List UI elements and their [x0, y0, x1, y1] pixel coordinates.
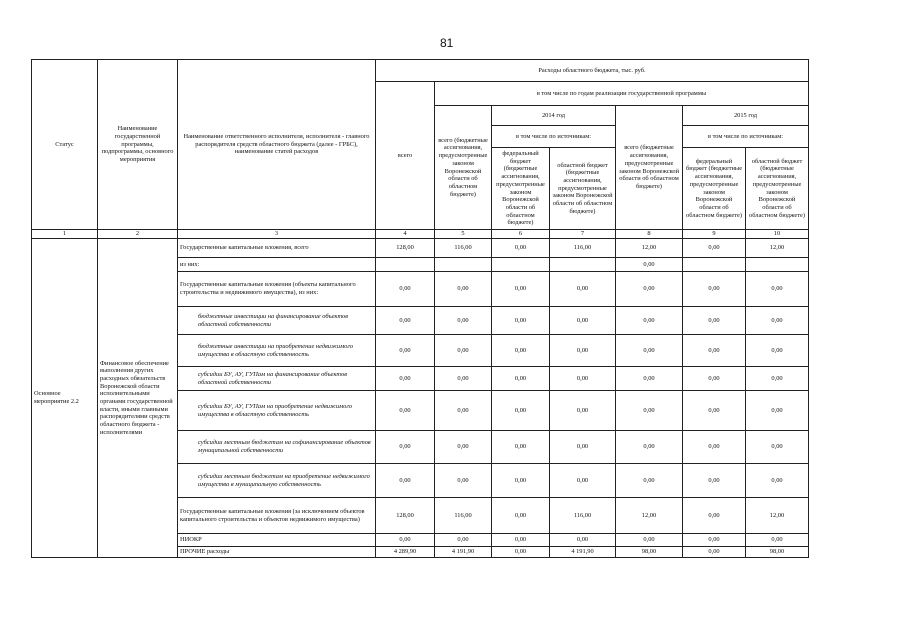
- value-cell: [683, 258, 746, 272]
- value-cell: 98,00: [616, 547, 683, 558]
- value-cell: 0,00: [616, 258, 683, 272]
- sources-2015-header: в том числе по источникам:: [683, 126, 809, 148]
- value-cell: 0,00: [550, 272, 616, 307]
- value-cell: 0,00: [435, 307, 492, 335]
- value-cell: 0,00: [435, 367, 492, 391]
- value-cell: 0,00: [746, 464, 809, 498]
- value-cell: 0,00: [550, 307, 616, 335]
- expense-item-name: бюджетные инвестиции на финансирование объектов областной собственности: [178, 307, 376, 335]
- value-cell: 0,00: [492, 367, 550, 391]
- expense-item-name: субсидии БУ, АУ, ГУПам на приобретение недвижимого имущества в областную собственность: [178, 391, 376, 431]
- value-cell: 0,00: [550, 391, 616, 431]
- value-cell: 0,00: [746, 307, 809, 335]
- value-cell: 0,00: [376, 431, 435, 464]
- value-cell: 0,00: [492, 431, 550, 464]
- value-cell: 0,00: [376, 335, 435, 367]
- budget-expenses-header: Расходы областного бюджета, тыс. руб.: [376, 60, 809, 82]
- value-cell: 0,00: [435, 431, 492, 464]
- budget-table: [31, 59, 809, 558]
- value-cell: 0,00: [550, 534, 616, 547]
- value-cell: 0,00: [616, 367, 683, 391]
- value-cell: 0,00: [616, 272, 683, 307]
- year-2015-header: 2015 год: [683, 106, 809, 126]
- value-cell: 0,00: [492, 464, 550, 498]
- value-cell: 0,00: [616, 335, 683, 367]
- value-cell: 0,00: [550, 367, 616, 391]
- expense-item-name: субсидии БУ, АУ, ГУПам на финансирование объектов областной собственности: [178, 367, 376, 391]
- value-cell: 0,00: [683, 239, 746, 258]
- column-number: 1: [32, 230, 98, 239]
- status-header: Статус: [32, 60, 98, 230]
- value-cell: 0,00: [376, 464, 435, 498]
- value-cell: 0,00: [492, 335, 550, 367]
- expense-item-name: ПРОЧИЕ расходы: [178, 547, 376, 558]
- value-cell: 0,00: [746, 367, 809, 391]
- value-cell: 4 289,90: [376, 547, 435, 558]
- value-cell: 0,00: [746, 272, 809, 307]
- value-cell: 0,00: [746, 431, 809, 464]
- expense-item-name: субсидии местным бюджетам на приобретение недвижимого имущества в муниципальную собственность: [178, 464, 376, 498]
- expense-item-name: субсидии местным бюджетам на софинансирование объектов муниципальной собственности: [178, 431, 376, 464]
- value-cell: 0,00: [616, 431, 683, 464]
- value-cell: 0,00: [376, 367, 435, 391]
- column-number: 10: [746, 230, 809, 239]
- value-cell: [550, 258, 616, 272]
- table-row: [32, 239, 809, 258]
- value-cell: 0,00: [492, 391, 550, 431]
- value-cell: 0,00: [435, 534, 492, 547]
- column-number: 6: [492, 230, 550, 239]
- value-cell: 0,00: [746, 534, 809, 547]
- expense-item-name: Государственные капитальные вложения (за исключением объектов капитального строительства и объектов недвижимого имущества): [178, 498, 376, 534]
- value-cell: 0,00: [616, 391, 683, 431]
- value-cell: 0,00: [683, 391, 746, 431]
- column-number: 9: [683, 230, 746, 239]
- value-cell: 0,00: [683, 431, 746, 464]
- expense-item-name: НИОКР: [178, 534, 376, 547]
- regional-2014-header: областной бюджет (бюджетные ассигнования, предусмотренные законом Воронежской области об областном бюджете): [550, 148, 616, 230]
- value-cell: 4 191,90: [550, 547, 616, 558]
- value-cell: 98,00: [746, 547, 809, 558]
- value-cell: 0,00: [376, 307, 435, 335]
- value-cell: 12,00: [746, 239, 809, 258]
- value-cell: 0,00: [683, 272, 746, 307]
- expense-item-name: бюджетные инвестиции на приобретение недвижимого имущества в областную собственность: [178, 335, 376, 367]
- status-cell: Основное мероприятие 2.2: [32, 239, 98, 558]
- expense-item-name: Государственные капитальные вложения (объекты капитального строительства и недвижимого имущества), из них:: [178, 272, 376, 307]
- expense-item-name: Государственные капитальные вложения, всего: [178, 239, 376, 258]
- value-cell: 0,00: [550, 464, 616, 498]
- total-budget-2015-header: всего (бюджетные ассигнования, предусмотренные законом Воронежской области об областном бюджете): [616, 106, 683, 230]
- value-cell: [376, 258, 435, 272]
- value-cell: 0,00: [492, 307, 550, 335]
- value-cell: [435, 258, 492, 272]
- total-budget-2014-header: всего (бюджетные ассигнования, предусмотренные законом Воронежской области об областном бюджете): [435, 106, 492, 230]
- value-cell: 0,00: [683, 367, 746, 391]
- value-cell: 116,00: [550, 498, 616, 534]
- column-number: 7: [550, 230, 616, 239]
- value-cell: 0,00: [376, 272, 435, 307]
- program-name-header: Наименование государственной программы, подпрограммы, основного мероприятия: [98, 60, 178, 230]
- value-cell: 0,00: [616, 464, 683, 498]
- year-2014-header: 2014 год: [492, 106, 616, 126]
- value-cell: 0,00: [435, 272, 492, 307]
- total-header: всего: [376, 82, 435, 230]
- value-cell: [746, 258, 809, 272]
- responsible-header: Наименование ответственного исполнителя, исполнителя - главного распорядителя средств областного бюджета (далее - ГРБС), наименование статей расходов: [178, 60, 376, 230]
- value-cell: 128,00: [376, 498, 435, 534]
- expense-item-name: из них:: [178, 258, 376, 272]
- column-number: 3: [178, 230, 376, 239]
- value-cell: 0,00: [435, 391, 492, 431]
- value-cell: 0,00: [492, 498, 550, 534]
- value-cell: 0,00: [616, 534, 683, 547]
- value-cell: 0,00: [683, 534, 746, 547]
- value-cell: 0,00: [550, 431, 616, 464]
- value-cell: 0,00: [746, 335, 809, 367]
- value-cell: 12,00: [616, 239, 683, 258]
- value-cell: 12,00: [746, 498, 809, 534]
- value-cell: 0,00: [492, 547, 550, 558]
- value-cell: 116,00: [550, 239, 616, 258]
- regional-2015-header: областной бюджет (бюджетные ассигнования, предусмотренные законом Воронежской области об областном бюджете): [746, 148, 809, 230]
- value-cell: [492, 258, 550, 272]
- sources-2014-header: в том числе по источникам:: [492, 126, 616, 148]
- federal-2015-header: федеральный бюджет (бюджетные ассигнования, предусмотренные законом Воронежской области об областном бюджете): [683, 148, 746, 230]
- value-cell: 12,00: [616, 498, 683, 534]
- value-cell: 0,00: [683, 464, 746, 498]
- value-cell: 0,00: [376, 534, 435, 547]
- value-cell: 116,00: [435, 239, 492, 258]
- value-cell: 0,00: [376, 391, 435, 431]
- value-cell: 128,00: [376, 239, 435, 258]
- page-number: 81: [440, 36, 454, 50]
- value-cell: 0,00: [435, 464, 492, 498]
- value-cell: 0,00: [683, 335, 746, 367]
- value-cell: 0,00: [492, 534, 550, 547]
- value-cell: 0,00: [492, 239, 550, 258]
- value-cell: 0,00: [683, 547, 746, 558]
- value-cell: 0,00: [683, 307, 746, 335]
- column-number: 8: [616, 230, 683, 239]
- value-cell: 0,00: [746, 391, 809, 431]
- federal-2014-header: федеральный бюджет (бюджетные ассигнования, предусмотренные законом Воронежской области об областном бюджете): [492, 148, 550, 230]
- value-cell: 116,00: [435, 498, 492, 534]
- value-cell: 0,00: [550, 335, 616, 367]
- value-cell: 0,00: [435, 335, 492, 367]
- column-number: 5: [435, 230, 492, 239]
- value-cell: 4 191,90: [435, 547, 492, 558]
- by-years-header: в том числе по годам реализации государственной программы: [435, 82, 809, 106]
- column-number: 4: [376, 230, 435, 239]
- program-name-cell: Финансовое обеспечение выполнения других расходных обязательств Воронежской области исполнительными органами государственной власти, иными главными распорядителями средств областного бюджета - исполнителями: [98, 239, 178, 558]
- value-cell: 0,00: [683, 498, 746, 534]
- value-cell: 0,00: [616, 307, 683, 335]
- value-cell: 0,00: [492, 272, 550, 307]
- column-number: 2: [98, 230, 178, 239]
